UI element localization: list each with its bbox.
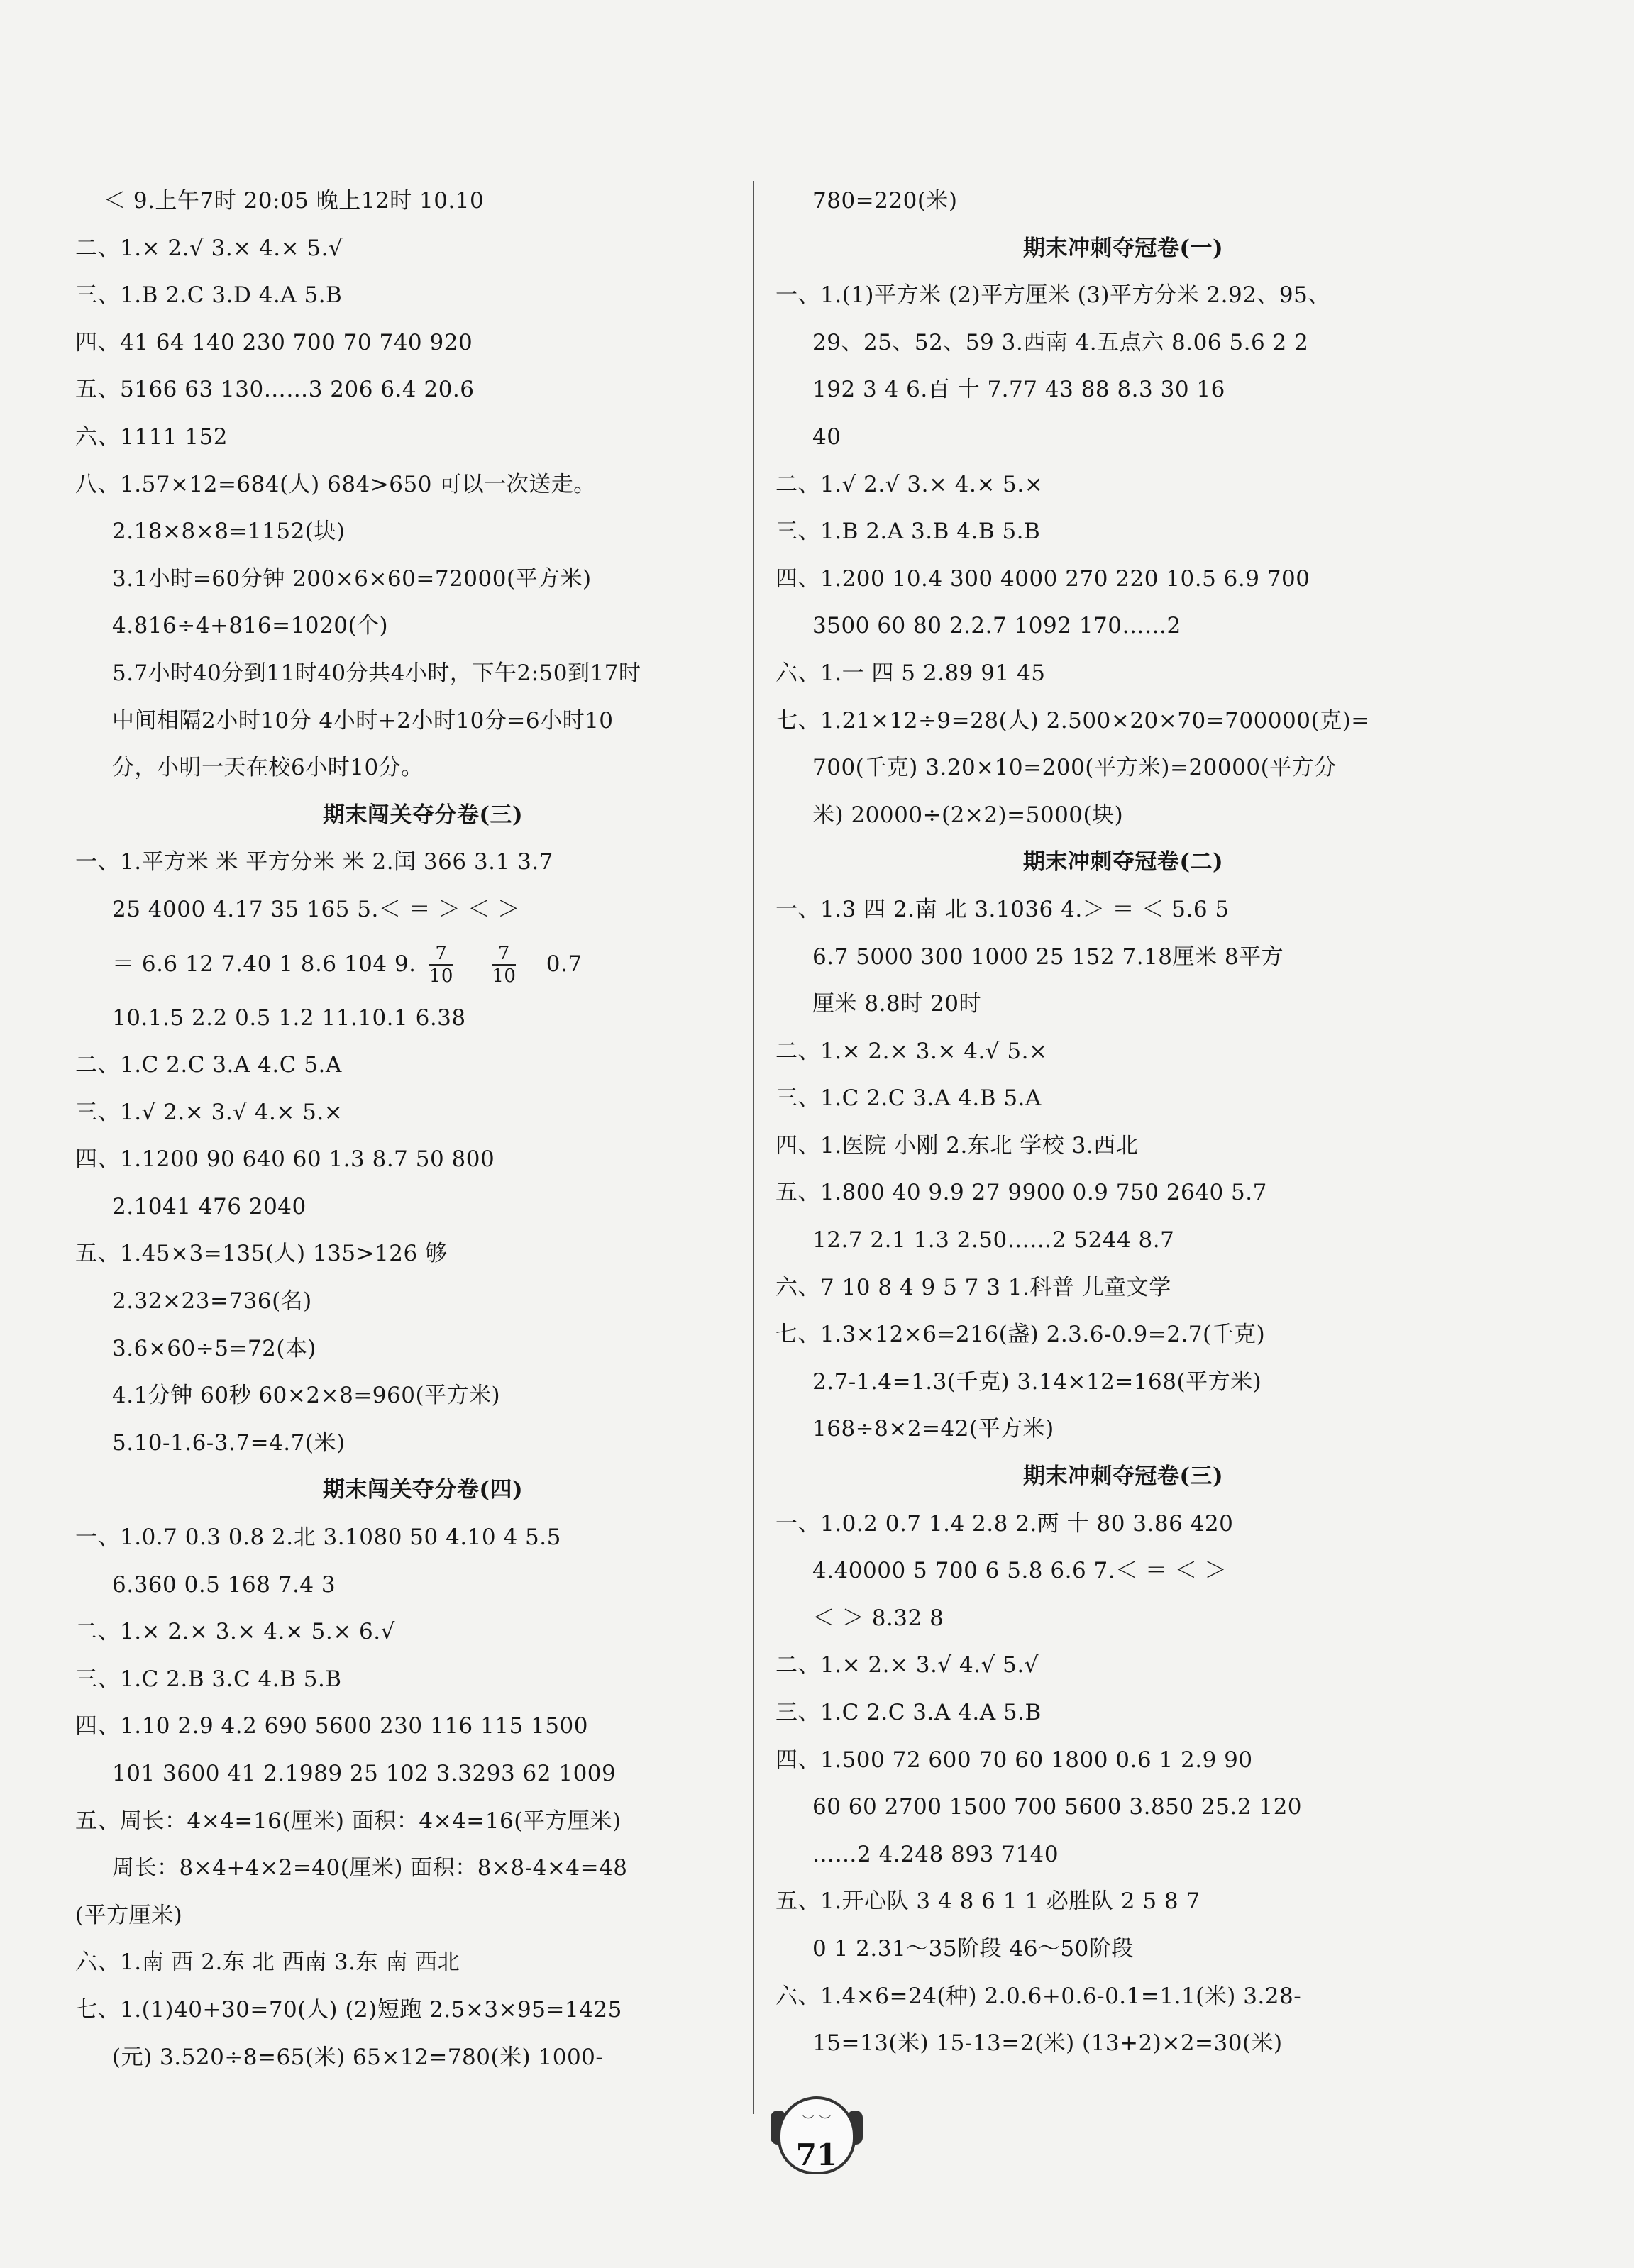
answer-line: 700(千克) 3.20×10=200(平方米)=20000(平方分 (812, 755, 1337, 781)
answer-line: 四、1.500 72 600 70 60 1800 0.6 1 2.9 90 (775, 1747, 1253, 1773)
answer-line: 六、1111 152 (75, 424, 228, 450)
section-heading: 期末冲刺夺冠卷(三) (1022, 1464, 1224, 1490)
answer-line: ＜ ＞ 8.32 8 (812, 1605, 944, 1631)
answer-line: 3.1小时=60分钟 200×6×60=72000(平方米) (112, 565, 592, 592)
answer-line: 二、1.√ 2.√ 3.× 4.× 5.× (775, 471, 1044, 497)
column-divider (753, 181, 754, 2114)
answer-line: 三、1.C 2.B 3.C 4.B 5.B (75, 1666, 342, 1692)
answer-line: 五、周长：4×4=16(厘米) 面积：4×4=16(平方厘米) (75, 1808, 622, 1834)
answer-line: 192 3 4 6.百 十 7.77 43 88 8.3 30 16 (812, 377, 1225, 403)
answer-line: 六、1.4×6=24(种) 2.0.6+0.6-0.1=1.1(米) 3.28- (775, 1983, 1302, 2009)
answer-line: 3500 60 80 2.2.7 1092 170……2 (812, 613, 1181, 639)
answer-line: 780=220(米) (812, 188, 958, 214)
answer-line: 168÷8×2=42(平方米) (812, 1416, 1054, 1442)
answer-line: 三、1.C 2.C 3.A 4.B 5.A (775, 1085, 1042, 1112)
answer-line: 4.40000 5 700 6 5.8 6.6 7.＜ ＝ ＜ ＞ (812, 1558, 1227, 1584)
answer-line: 二、1.× 2.√ 3.× 4.× 5.√ (75, 235, 343, 261)
page-number: 71 (795, 2137, 838, 2172)
answer-line: 米) 20000÷(2×2)=5000(块) (812, 802, 1124, 828)
answer-line: 一、1.(1)平方米 (2)平方厘米 (3)平方分米 2.92、95、 (775, 282, 1330, 309)
answer-text: ＝ 6.6 12 7.40 1 8.6 104 9. (112, 951, 416, 977)
answer-line: 五、1.800 40 9.9 27 9900 0.9 750 2640 5.7 (775, 1180, 1267, 1206)
answer-line: 四、1.1200 90 640 60 1.3 8.7 50 800 (75, 1146, 495, 1173)
answer-line: 0 1 2.31～35阶段 46～50阶段 (812, 1935, 1134, 1962)
answer-line: 29、25、52、59 3.西南 4.五点六 8.06 5.6 2 2 (812, 329, 1309, 355)
answer-text: 0.7 (546, 951, 583, 977)
answer-line: 四、41 64 140 230 700 70 740 920 (75, 329, 473, 355)
answer-line: 12.7 2.1 1.3 2.50……2 5244 8.7 (812, 1227, 1175, 1254)
answer-line: 60 60 2700 1500 700 5600 3.850 25.2 120 (812, 1794, 1303, 1820)
answer-line: 一、1.0.7 0.3 0.8 2.北 3.1080 50 4.10 4 5.5 (75, 1525, 561, 1551)
answer-line: 二、1.× 2.× 3.√ 4.√ 5.√ (775, 1652, 1039, 1678)
answer-line: 七、1.21×12÷9=28(人) 2.500×20×70=700000(克)= (775, 707, 1370, 734)
answer-line: 厘米 8.8时 20时 (812, 991, 981, 1017)
answer-line: 一、1.平方米 米 平方分米 米 2.闰 366 3.1 3.7 (75, 849, 553, 875)
answer-line: 三、1.√ 2.× 3.√ 4.× 5.× (75, 1099, 343, 1125)
fraction-numerator: 7 (429, 943, 453, 966)
answer-line: 四、1.医院 小刚 2.东北 学校 3.西北 (775, 1132, 1139, 1158)
answer-line: 八、1.57×12=684(人) 684>650 可以一次送走。 (75, 471, 596, 497)
answer-line: 3.6×60÷5=72(本) (112, 1335, 317, 1361)
fraction-denominator: 10 (492, 966, 517, 987)
answer-line: 40 (812, 424, 841, 450)
answer-line: 六、1.一 四 5 2.89 91 45 (775, 660, 1046, 686)
answer-line: 三、1.B 2.A 3.B 4.B 5.B (775, 519, 1041, 545)
answer-line: 五、1.开心队 3 4 8 6 1 1 必胜队 2 5 8 7 (775, 1888, 1200, 1915)
answer-line: 四、1.200 10.4 300 4000 270 220 10.5 6.9 700 (775, 565, 1310, 592)
section-heading: 期末闯关夺分卷(四) (322, 1477, 524, 1503)
answer-line: 101 3600 41 2.1989 25 102 3.3293 62 1009 (112, 1761, 617, 1786)
answer-line: 二、1.C 2.C 3.A 4.C 5.A (75, 1052, 342, 1078)
answer-line: 6.360 0.5 168 7.4 3 (112, 1571, 336, 1598)
answer-line: 4.816÷4+816=1020(个) (112, 613, 389, 639)
section-heading: 期末闯关夺分卷(三) (322, 802, 524, 828)
answer-line: 2.1041 476 2040 (112, 1193, 307, 1219)
answer-line: 中间相隔2小时10分 4小时+2小时10分=6小时10 (112, 707, 614, 734)
answer-line: 四、1.10 2.9 4.2 690 5600 230 116 115 1500 (75, 1713, 588, 1739)
answer-line: 6.7 5000 300 1000 25 152 7.18厘米 8平方 (812, 944, 1284, 970)
answer-line: 六、7 10 8 4 9 5 7 3 1.科普 儿童文学 (775, 1274, 1171, 1300)
answer-line: 二、1.× 2.× 3.× 4.√ 5.× (775, 1038, 1048, 1064)
fraction (492, 943, 516, 987)
answer-line: 2.32×23=736(名) (112, 1288, 312, 1315)
section-heading: 期末冲刺夺冠卷(一) (1022, 235, 1224, 261)
answer-line: 七、1.(1)40+30=70(人) (2)短跑 2.5×3×95=1425 (75, 1996, 622, 2023)
answer-line: (元) 3.520÷8=65(米) 65×12=780(米) 1000- (112, 2044, 604, 2070)
answer-line: 15=13(米) 15-13=2(米) (13+2)×2=30(米) (812, 2030, 1283, 2057)
answer-line: 5.10-1.6-3.7=4.7(米) (112, 1429, 346, 1456)
answer-line: 三、1.C 2.C 3.A 4.A 5.B (775, 1700, 1042, 1725)
answer-line: 二、1.× 2.× 3.× 4.× 5.× 6.√ (75, 1619, 395, 1645)
answer-line: 五、1.45×3=135(人) 135>126 够 (75, 1241, 448, 1267)
answer-line: 5.7小时40分到11时40分共4小时，下午2:50到17时 (112, 660, 641, 686)
answer-line: 一、1.3 四 2.南 北 3.1036 4.＞ ＝ ＜ 5.6 5 (775, 896, 1230, 922)
answer-line: 2.7-1.4=1.3(千克) 3.14×12=168(平方米) (812, 1368, 1262, 1395)
answer-line: 七、1.3×12×6=216(盏) 2.3.6-0.9=2.7(千克) (775, 1322, 1266, 1348)
fraction-denominator: 10 (429, 966, 453, 987)
right-column (775, 177, 1442, 2067)
answer-line: 10.1.5 2.2 0.5 1.2 11.10.1 6.38 (112, 1005, 466, 1031)
answer-line: 周长：8×4+4×2=40(厘米) 面积：8×8-4×4=48 (112, 1855, 628, 1881)
answer-line: 25 4000 4.17 35 165 5.＜ ＝ ＞ ＜ ＞ (112, 896, 520, 922)
answer-line: 4.1分钟 60秒 60×2×8=960(平方米) (112, 1383, 501, 1409)
answer-line: 五、5166 63 130……3 206 6.4 20.6 (75, 377, 475, 403)
left-column (75, 177, 742, 2081)
answer-line: 六、1.南 西 2.东 北 西南 3.东 南 西北 (75, 1949, 460, 1976)
fraction (429, 943, 453, 987)
fraction-numerator: 7 (492, 943, 516, 966)
answer-line: 三、1.B 2.C 3.D 4.A 5.B (75, 282, 343, 309)
cat-eyes-icon: ︶ ︶ (802, 2114, 832, 2129)
answer-line-with-fractions (75, 934, 742, 995)
answer-line: 分，小明一天在校6小时10分。 (112, 755, 424, 781)
answer-line: 2.18×8×8=1152(块) (112, 519, 346, 545)
section-heading: 期末冲刺夺冠卷(二) (1022, 849, 1224, 875)
answer-line: 一、1.0.2 0.7 1.4 2.8 2.两 十 80 3.86 420 (775, 1510, 1234, 1537)
answer-line: ＜ 9.上午7时 20:05 晚上12时 10.10 (104, 188, 485, 214)
answer-line: ……2 4.248 893 7140 (812, 1841, 1059, 1867)
page-number-badge (778, 2096, 856, 2174)
answer-line: (平方厘米) (75, 1902, 183, 1928)
